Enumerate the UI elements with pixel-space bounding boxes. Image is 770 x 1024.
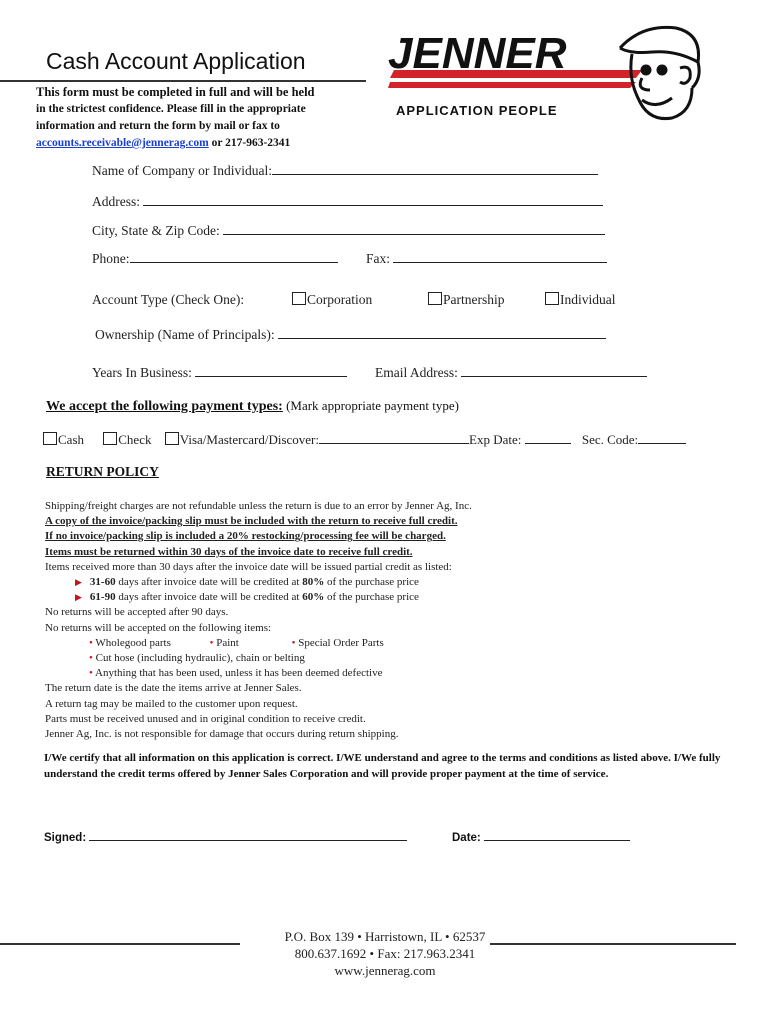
payment-note: (Mark appropriate payment type) [282,398,459,413]
ownership-field[interactable] [278,326,606,339]
policy-line: No returns will be accepted after 90 days. [45,606,229,619]
sec-field[interactable] [638,431,686,444]
intro-text [36,84,315,152]
signature-field[interactable] [89,828,407,841]
mascot-icon [620,27,699,118]
credit-percent: 60% [302,591,325,604]
jenner-logo-graphic [380,18,710,138]
years-field[interactable] [195,364,347,377]
company-row [92,162,598,179]
exp-label: Exp Date: [469,432,522,447]
jenner-logo [380,18,710,138]
title-underline [0,80,366,82]
excluded-item: Paint [216,636,239,649]
policy-line: If no invoice/packing slip is included a 20% restocking/processing fee will be charged. [45,530,446,543]
card-checkbox[interactable] [165,432,179,445]
arrow-right-icon: ▶ [75,577,82,588]
phone-label: Phone: [92,251,130,266]
email-field[interactable] [461,364,647,377]
city-label: City, State & Zip Code: [92,223,220,238]
payment-heading-row [46,398,459,415]
email-row [375,364,647,381]
footer-phones: 800.637.1692 • Fax: 217.963.2341 [294,946,476,961]
fax-number: or 217-963-2341 [208,137,291,149]
email-link[interactable]: accounts.receivable@jennerag.com [36,137,209,149]
page-title: Cash Account Application [46,48,306,74]
policy-line: Parts must be received unused and in original condition to receive credit. [45,712,366,725]
email-label: Email Address: [375,365,458,380]
credit-row-2 [45,590,472,605]
card-label: Visa/Mastercard/Discover: [179,432,319,447]
excluded-item: Cut hose (including hydraulic), chain or belting [95,652,305,665]
return-policy-body [45,499,472,742]
bullet-icon: • [209,636,214,649]
city-field[interactable] [223,222,605,235]
cash-label: Cash [58,432,84,447]
fax-label: Fax: [366,251,391,266]
account-option-partnership[interactable] [428,292,505,308]
policy-line: A copy of the invoice/packing slip must be included with the return to receive full credit. [45,515,458,528]
arrow-right-icon: ▶ [75,592,82,603]
payment-heading: We accept the following payment types: [46,399,283,414]
excluded-items-row [45,636,472,651]
fax-field[interactable] [393,250,607,263]
policy-line: No returns will be accepted on the following items: [45,621,272,634]
credit-text: days after invoice date will be credited at [115,591,303,604]
partnership-label: Partnership [443,292,505,307]
exp-field[interactable] [525,431,571,444]
partnership-checkbox[interactable] [428,292,442,305]
policy-line: Items received more than 30 days after the invoice date will be issued partial credit as listed: [45,560,452,573]
account-type-label: Account Type (Check One): [92,292,245,307]
years-label: Years In Business: [92,365,192,380]
date-row [452,828,630,844]
return-policy-heading: RETURN POLICY [46,464,159,479]
corporation-checkbox[interactable] [292,292,306,305]
intro-line-1: This form must be completed in full and will be held [36,85,315,99]
intro-line-4 [36,135,315,152]
check-label: Check [118,432,152,447]
company-label: Name of Company or Individual: [92,163,272,178]
address-field[interactable] [143,193,603,206]
policy-line: A return tag may be mailed to the customer upon request. [45,697,298,710]
individual-label: Individual [560,292,616,307]
phone-row [92,250,338,267]
excluded-items-row [45,651,472,666]
bullet-icon: • [89,652,93,665]
policy-line: The return date is the date the items arrive at Jenner Sales. [45,682,302,695]
footer-website[interactable]: www.jennerag.com [334,963,436,978]
excluded-items-row [45,666,472,681]
ownership-label: Ownership (Name of Principals): [95,327,275,342]
phone-field[interactable] [130,250,338,263]
credit-text-end: of the purchase price [324,576,419,589]
bullet-icon: • [291,636,296,649]
credit-days: 31-60 [89,576,116,589]
payment-option-check[interactable] [103,432,151,447]
fax-row [366,250,607,267]
logo-brand-text: JENNER [388,29,567,78]
intro-line-3: information and return the form by mail or fax to [36,120,280,132]
sec-label: Sec. Code: [581,432,639,447]
payment-option-cash[interactable] [43,432,84,447]
company-field[interactable] [272,162,598,175]
excluded-item: Special Order Parts [298,636,384,649]
credit-text-end: of the purchase price [324,591,419,604]
policy-line: Items must be returned within 30 days of the invoice date to receive full credit. [45,545,413,558]
excluded-item: Wholegood parts [95,636,171,649]
corporation-label: Corporation [307,292,373,307]
check-checkbox[interactable] [103,432,117,445]
logo-tagline: APPLICATION PEOPLE [396,103,558,118]
signed-label: Signed: [44,832,87,844]
policy-line: Jenner Ag, Inc. is not responsible for damage that occurs during return shipping. [45,728,399,741]
bullet-icon: • [89,667,93,680]
account-option-corporation[interactable] [292,292,372,308]
certification-text: I/We certify that all information on this application is correct. I/WE understand and agree to the terms and conditions as listed above. I/We fully understand the credit terms offered by Jenner Sales Corporation and will provide proper payment at the time of service. [44,752,721,780]
years-row [92,364,347,381]
city-row [92,222,605,239]
address-label: Address: [92,194,140,209]
card-number-field[interactable] [319,431,469,444]
policy-line: Shipping/freight charges are not refundable unless the return is due to an error by Jenner Ag, Inc. [45,500,472,512]
date-label: Date: [452,832,481,844]
payment-options-row [43,431,686,448]
cash-checkbox[interactable] [43,432,57,445]
footer-address: P.O. Box 139 • Harristown, IL • 62537 [284,929,486,944]
address-row [92,193,603,210]
credit-percent: 80% [302,576,325,589]
payment-option-card[interactable] [165,432,319,447]
date-field[interactable] [484,828,630,841]
credit-text: days after invoice date will be credited at [115,576,303,589]
individual-checkbox[interactable] [545,292,559,305]
excluded-item: Anything that has been used, unless it has been deemed defective [95,667,383,680]
signed-row [44,828,407,844]
credit-days: 61-90 [89,591,116,604]
credit-row-1 [45,575,472,590]
intro-line-2: in the strictest confidence. Please fill in the appropriate [36,103,306,115]
bullet-icon: • [89,636,93,649]
ownership-row [95,326,606,343]
account-option-individual[interactable] [545,292,616,308]
